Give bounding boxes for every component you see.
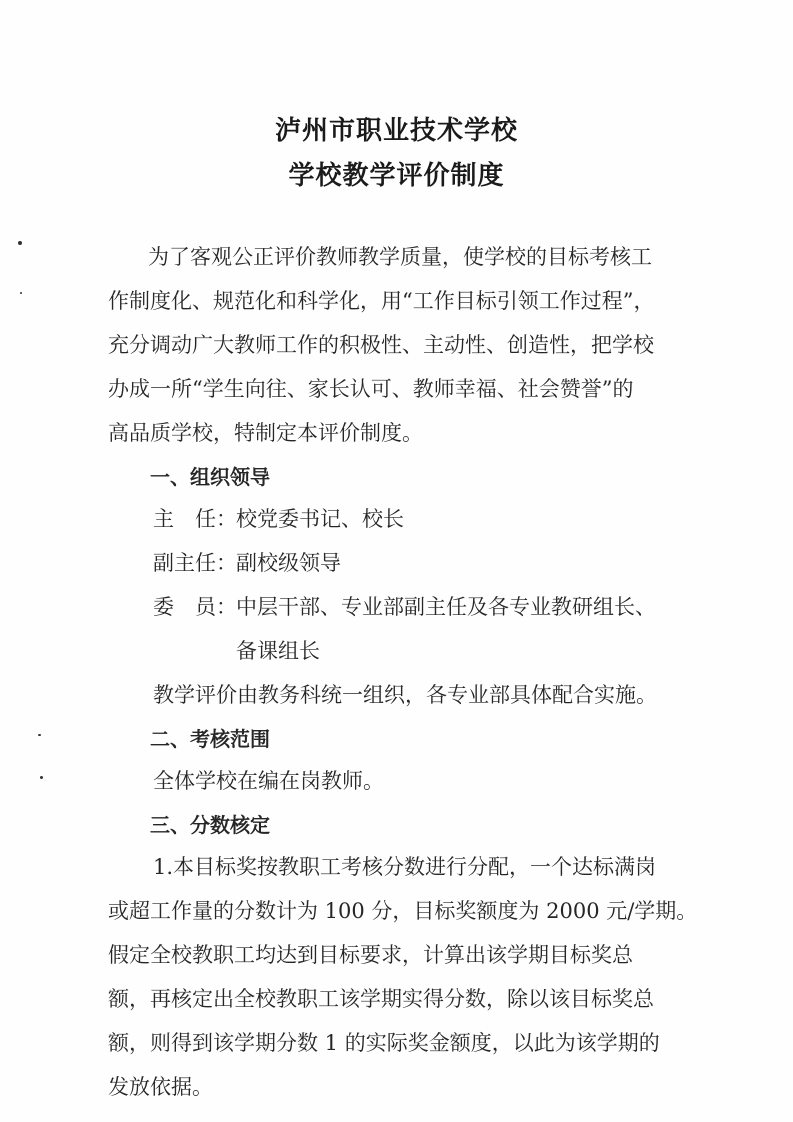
deputy-label: 副主任： bbox=[153, 551, 237, 575]
intro-line-3: 充分调动广大教师工作的积极性、主动性、创造性，把学校 bbox=[108, 333, 654, 357]
scan-speck bbox=[18, 241, 22, 245]
director-value: 校党委书记、校长 bbox=[236, 507, 404, 531]
scan-speck bbox=[38, 734, 41, 736]
section2-text: 全体学校在编在岗教师。 bbox=[153, 769, 384, 793]
section3-heading: 三、分数核定 bbox=[150, 813, 270, 837]
intro-line-5: 高品质学校，特制定本评价制度。 bbox=[108, 421, 423, 445]
document-title-school: 泸州市职业技术学校 bbox=[274, 116, 518, 146]
section3-para1-line-2: 或超工作量的分数计为 100 分，目标奖额度为 2000 元/学期。 bbox=[108, 899, 698, 923]
member-value-line-1: 中层干部、专业部副主任及各专业教研组长、 bbox=[236, 595, 656, 619]
intro-line-2: 作制度化、规范化和科学化，用“工作目标引领工作过程”， bbox=[108, 289, 655, 313]
section1-heading: 一、组织领导 bbox=[150, 465, 270, 489]
document-title-policy: 学校教学评价制度 bbox=[288, 161, 505, 191]
member-value-line-2: 备课组长 bbox=[236, 639, 320, 663]
deputy-value: 副校级领导 bbox=[236, 551, 341, 575]
scan-speck bbox=[40, 776, 43, 779]
section3-para1-line-6: 发放依据。 bbox=[108, 1075, 213, 1099]
section3-para1-line-3: 假定全校教职工均达到目标要求，计算出该学期目标奖总 bbox=[108, 943, 633, 967]
intro-line-4: 办成一所“学生向往、家长认可、教师幸福、社会赞誉”的 bbox=[108, 377, 634, 401]
scan-speck bbox=[20, 292, 22, 294]
section3-para1-line-1: 1.本目标奖按教职工考核分数进行分配，一个达标满岗 bbox=[153, 855, 657, 879]
section1-note: 教学评价由教务科统一组织，各专业部具体配合实施。 bbox=[153, 683, 657, 707]
member-label: 委 员： bbox=[153, 595, 237, 619]
section3-para1-line-4: 额，再核定出全校教职工该学期实得分数，除以该目标奖总 bbox=[108, 987, 654, 1011]
intro-line-1: 为了客观公正评价教师教学质量，使学校的目标考核工 bbox=[148, 245, 652, 269]
director-label: 主 任： bbox=[153, 507, 237, 531]
section3-para1-line-5: 额，则得到该学期分数 1 的实际奖金额度，以此为该学期的 bbox=[108, 1031, 660, 1055]
section2-heading: 二、考核范围 bbox=[150, 727, 270, 751]
